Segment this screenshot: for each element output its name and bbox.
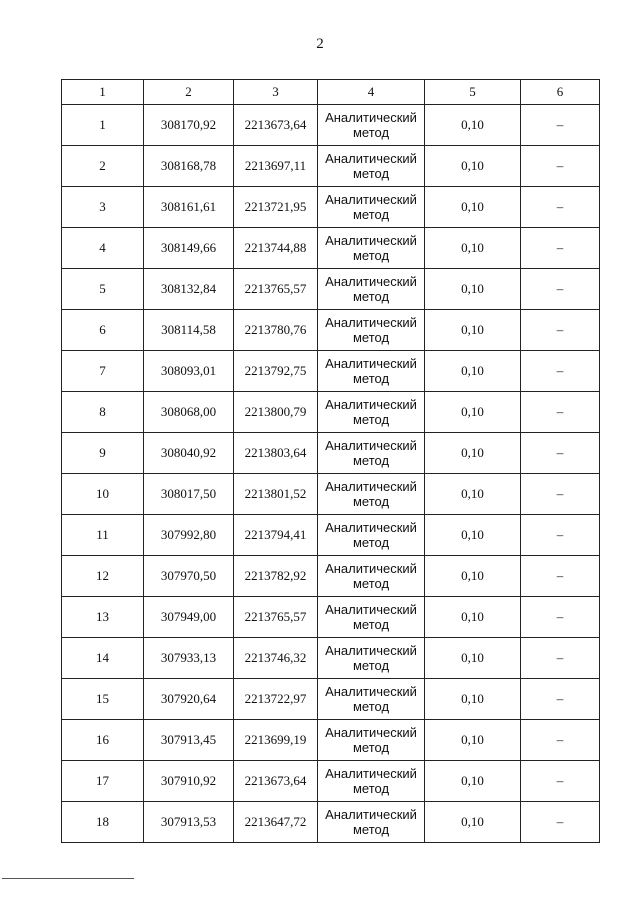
note-cell: – xyxy=(521,228,600,269)
table-row xyxy=(62,433,600,474)
point-number-cell: 4 xyxy=(62,228,144,269)
method-line-1: Аналитический xyxy=(325,397,417,412)
note-cell: – xyxy=(521,351,600,392)
method-line-1: Аналитический xyxy=(325,151,417,166)
table-row xyxy=(62,515,600,556)
method-line-2: метод xyxy=(352,207,390,222)
method-cell xyxy=(318,515,425,556)
method-line-1: Аналитический xyxy=(325,233,417,248)
x-coordinate-cell: 308132,84 xyxy=(144,269,234,310)
method-cell xyxy=(318,105,425,146)
y-coordinate-cell: 2213792,75 xyxy=(234,351,318,392)
note-cell: – xyxy=(521,556,600,597)
x-coordinate-cell: 307992,80 xyxy=(144,515,234,556)
x-coordinate-cell: 307913,53 xyxy=(144,802,234,843)
table-row xyxy=(62,679,600,720)
table-row xyxy=(62,474,600,515)
header-row xyxy=(62,80,600,105)
note-cell: – xyxy=(521,679,600,720)
method-cell xyxy=(318,269,425,310)
table-row xyxy=(62,556,600,597)
accuracy-cell: 0,10 xyxy=(425,269,521,310)
accuracy-cell: 0,10 xyxy=(425,105,521,146)
x-coordinate-cell: 308068,00 xyxy=(144,392,234,433)
table-row xyxy=(62,228,600,269)
method-line-1: Аналитический xyxy=(325,725,417,740)
note-cell: – xyxy=(521,802,600,843)
note-cell: – xyxy=(521,187,600,228)
table-row xyxy=(62,597,600,638)
point-number-cell: 14 xyxy=(62,638,144,679)
table-row xyxy=(62,105,600,146)
point-number-cell: 16 xyxy=(62,720,144,761)
accuracy-cell: 0,10 xyxy=(425,679,521,720)
x-coordinate-cell: 308170,92 xyxy=(144,105,234,146)
accuracy-cell: 0,10 xyxy=(425,228,521,269)
coordinates-table xyxy=(61,79,600,843)
method-cell xyxy=(318,638,425,679)
table-row xyxy=(62,802,600,843)
y-coordinate-cell: 2213697,11 xyxy=(234,146,318,187)
header-cell-3: 3 xyxy=(234,80,318,105)
accuracy-cell: 0,10 xyxy=(425,556,521,597)
header-cell-2: 2 xyxy=(144,80,234,105)
note-cell: – xyxy=(521,474,600,515)
x-coordinate-cell: 308093,01 xyxy=(144,351,234,392)
method-line-1: Аналитический xyxy=(325,520,417,535)
method-line-2: метод xyxy=(352,617,390,632)
table-row xyxy=(62,638,600,679)
accuracy-cell: 0,10 xyxy=(425,474,521,515)
point-number-cell: 2 xyxy=(62,146,144,187)
method-line-2: метод xyxy=(352,822,390,837)
point-number-cell: 6 xyxy=(62,310,144,351)
method-cell xyxy=(318,433,425,474)
x-coordinate-cell: 307933,13 xyxy=(144,638,234,679)
method-line-2: метод xyxy=(352,699,390,714)
accuracy-cell: 0,10 xyxy=(425,433,521,474)
y-coordinate-cell: 2213699,19 xyxy=(234,720,318,761)
note-cell: – xyxy=(521,146,600,187)
table-row xyxy=(62,269,600,310)
x-coordinate-cell: 307913,45 xyxy=(144,720,234,761)
method-cell xyxy=(318,679,425,720)
point-number-cell: 8 xyxy=(62,392,144,433)
point-number-cell: 12 xyxy=(62,556,144,597)
method-line-2: метод xyxy=(352,330,390,345)
note-cell: – xyxy=(521,310,600,351)
method-cell xyxy=(318,474,425,515)
accuracy-cell: 0,10 xyxy=(425,720,521,761)
method-line-1: Аналитический xyxy=(325,807,417,822)
table-row xyxy=(62,187,600,228)
x-coordinate-cell: 308114,58 xyxy=(144,310,234,351)
table-row xyxy=(62,392,600,433)
method-line-2: метод xyxy=(352,740,390,755)
footnote-rule xyxy=(2,878,134,879)
method-line-2: метод xyxy=(352,412,390,427)
method-line-2: метод xyxy=(352,658,390,673)
point-number-cell: 13 xyxy=(62,597,144,638)
header-cell-4: 4 xyxy=(318,80,425,105)
table-row xyxy=(62,761,600,802)
method-cell xyxy=(318,187,425,228)
header-cell-1: 1 xyxy=(62,80,144,105)
point-number-cell: 11 xyxy=(62,515,144,556)
point-number-cell: 7 xyxy=(62,351,144,392)
method-line-2: метод xyxy=(352,248,390,263)
y-coordinate-cell: 2213780,76 xyxy=(234,310,318,351)
method-cell xyxy=(318,720,425,761)
page-number: 2 xyxy=(316,36,324,52)
y-coordinate-cell: 2213803,64 xyxy=(234,433,318,474)
point-number-cell: 17 xyxy=(62,761,144,802)
point-number-cell: 9 xyxy=(62,433,144,474)
y-coordinate-cell: 2213746,32 xyxy=(234,638,318,679)
x-coordinate-cell: 308149,66 xyxy=(144,228,234,269)
note-cell: – xyxy=(521,597,600,638)
table-row xyxy=(62,310,600,351)
y-coordinate-cell: 2213673,64 xyxy=(234,105,318,146)
x-coordinate-cell: 307970,50 xyxy=(144,556,234,597)
x-coordinate-cell: 307949,00 xyxy=(144,597,234,638)
method-line-2: метод xyxy=(352,125,390,140)
method-line-2: метод xyxy=(352,535,390,550)
table-row xyxy=(62,351,600,392)
accuracy-cell: 0,10 xyxy=(425,351,521,392)
accuracy-cell: 0,10 xyxy=(425,392,521,433)
method-line-1: Аналитический xyxy=(325,192,417,207)
x-coordinate-cell: 307920,64 xyxy=(144,679,234,720)
note-cell: – xyxy=(521,269,600,310)
method-line-1: Аналитический xyxy=(325,356,417,371)
accuracy-cell: 0,10 xyxy=(425,597,521,638)
method-cell xyxy=(318,351,425,392)
method-line-1: Аналитический xyxy=(325,643,417,658)
accuracy-cell: 0,10 xyxy=(425,802,521,843)
x-coordinate-cell: 307910,92 xyxy=(144,761,234,802)
header-cell-5: 5 xyxy=(425,80,521,105)
method-cell xyxy=(318,310,425,351)
x-coordinate-cell: 308017,50 xyxy=(144,474,234,515)
method-line-1: Аналитический xyxy=(325,315,417,330)
y-coordinate-cell: 2213744,88 xyxy=(234,228,318,269)
method-line-2: метод xyxy=(352,494,390,509)
point-number-cell: 10 xyxy=(62,474,144,515)
point-number-cell: 3 xyxy=(62,187,144,228)
method-line-2: метод xyxy=(352,781,390,796)
x-coordinate-cell: 308168,78 xyxy=(144,146,234,187)
note-cell: – xyxy=(521,392,600,433)
note-cell: – xyxy=(521,433,600,474)
method-line-2: метод xyxy=(352,576,390,591)
method-line-1: Аналитический xyxy=(325,110,417,125)
method-line-1: Аналитический xyxy=(325,438,417,453)
header-cell-6: 6 xyxy=(521,80,600,105)
accuracy-cell: 0,10 xyxy=(425,146,521,187)
method-cell xyxy=(318,228,425,269)
method-line-1: Аналитический xyxy=(325,602,417,617)
note-cell: – xyxy=(521,515,600,556)
note-cell: – xyxy=(521,638,600,679)
y-coordinate-cell: 2213794,41 xyxy=(234,515,318,556)
y-coordinate-cell: 2213782,92 xyxy=(234,556,318,597)
method-line-2: метод xyxy=(352,453,390,468)
table-body xyxy=(62,105,600,843)
accuracy-cell: 0,10 xyxy=(425,638,521,679)
method-cell xyxy=(318,556,425,597)
x-coordinate-cell: 308040,92 xyxy=(144,433,234,474)
method-line-2: метод xyxy=(352,289,390,304)
point-number-cell: 1 xyxy=(62,105,144,146)
accuracy-cell: 0,10 xyxy=(425,187,521,228)
method-cell xyxy=(318,146,425,187)
method-line-2: метод xyxy=(352,371,390,386)
method-line-1: Аналитический xyxy=(325,561,417,576)
y-coordinate-cell: 2213722,97 xyxy=(234,679,318,720)
method-line-2: метод xyxy=(352,166,390,181)
accuracy-cell: 0,10 xyxy=(425,310,521,351)
y-coordinate-cell: 2213721,95 xyxy=(234,187,318,228)
method-cell xyxy=(318,761,425,802)
y-coordinate-cell: 2213801,52 xyxy=(234,474,318,515)
method-cell xyxy=(318,597,425,638)
x-coordinate-cell: 308161,61 xyxy=(144,187,234,228)
method-line-1: Аналитический xyxy=(325,274,417,289)
y-coordinate-cell: 2213765,57 xyxy=(234,597,318,638)
y-coordinate-cell: 2213765,57 xyxy=(234,269,318,310)
note-cell: – xyxy=(521,720,600,761)
point-number-cell: 5 xyxy=(62,269,144,310)
y-coordinate-cell: 2213673,64 xyxy=(234,761,318,802)
accuracy-cell: 0,10 xyxy=(425,761,521,802)
method-line-1: Аналитический xyxy=(325,684,417,699)
table-row xyxy=(62,146,600,187)
method-line-1: Аналитический xyxy=(325,479,417,494)
method-cell xyxy=(318,392,425,433)
point-number-cell: 15 xyxy=(62,679,144,720)
y-coordinate-cell: 2213647,72 xyxy=(234,802,318,843)
y-coordinate-cell: 2213800,79 xyxy=(234,392,318,433)
table-row xyxy=(62,720,600,761)
point-number-cell: 18 xyxy=(62,802,144,843)
note-cell: – xyxy=(521,761,600,802)
method-cell xyxy=(318,802,425,843)
note-cell: – xyxy=(521,105,600,146)
accuracy-cell: 0,10 xyxy=(425,515,521,556)
method-line-1: Аналитический xyxy=(325,766,417,781)
